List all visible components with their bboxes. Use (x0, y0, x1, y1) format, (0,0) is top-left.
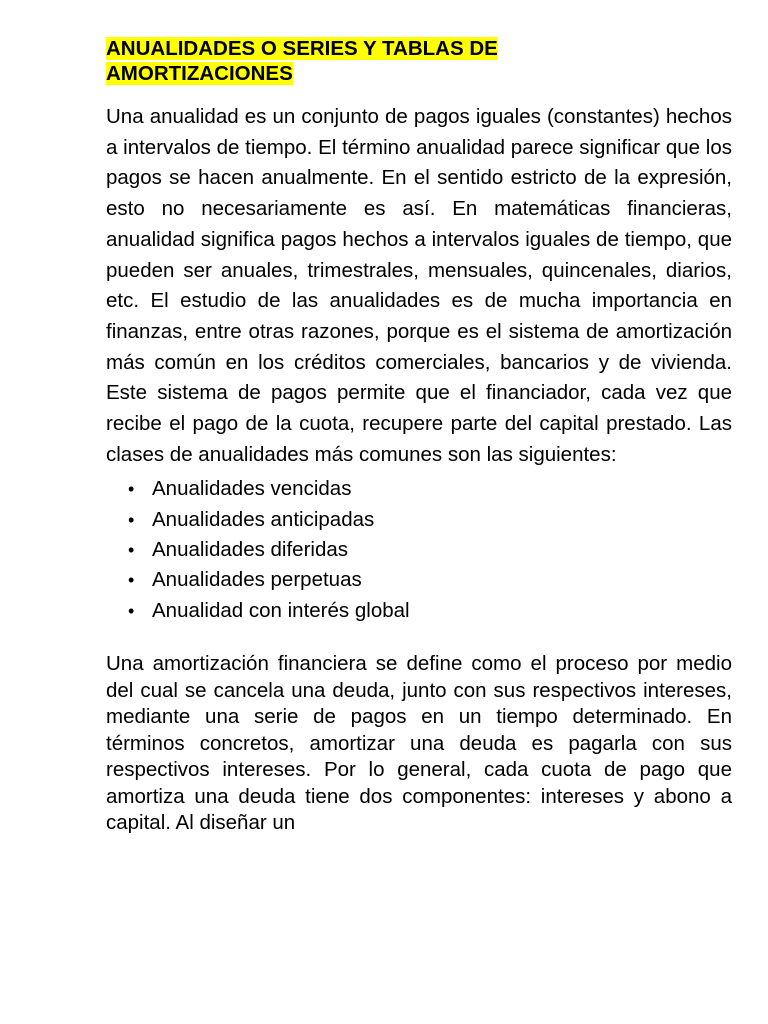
bullet-icon: • (128, 509, 135, 530)
list-item (106, 535, 732, 565)
bullet-icon: • (128, 600, 135, 621)
list-item-label: Anualidades perpetuas (152, 568, 362, 592)
document-body (106, 36, 732, 837)
anualidades-list (106, 474, 732, 625)
document-title (106, 36, 732, 86)
list-item (106, 565, 732, 595)
paragraph-amortizacion: Una amortización financiera se define como el proceso por medio del cual se cancela una deuda, junto con sus respectivos intereses, mediante una serie de pagos en un tiempo determinado. En términos concretos, amortizar una deuda es pagarla con sus respectivos intereses. Por lo general, cada cuota de pago que amortiza una deuda tiene dos componentes: intereses y abono a capital. Al diseñar un (106, 651, 732, 835)
list-item-label: Anualidades vencidas (152, 477, 352, 501)
bullet-icon: • (128, 570, 135, 591)
title-line-1: ANUALIDADES O SERIES Y TABLAS DE (106, 37, 498, 60)
list-item-label: Anualidad con interés global (152, 598, 410, 622)
list-item (106, 596, 732, 626)
list-item (106, 505, 732, 535)
title-line-2: AMORTIZACIONES (106, 62, 293, 85)
list-item-label: Anualidades anticipadas (152, 507, 375, 531)
bullet-icon: • (128, 540, 135, 561)
list-item (106, 474, 732, 504)
bullet-icon: • (128, 479, 135, 500)
list-item-label: Anualidades diferidas (152, 538, 349, 562)
paragraph-anualidad: Una anualidad es un conjunto de pagos iguales (constantes) hechos a intervalos de tiempo. El término anualidad parece significar que los pagos se hacen anualmente. En el sentido estricto de la expresión, esto no necesariamente es así. En matemáticas financieras, anualidad significa pagos hechos a intervalos iguales de tiempo, que pueden ser anuales, trimestrales, mensuales, quincenales, diarios, etc. El estudio de las anualidades es de mucha importancia en finanzas, entre otras razones, porque es el sistema de amortización más común en los créditos comerciales, bancarios y de vivienda. Este sistema de pagos permite que el financiador, cada vez que recibe el pago de la cuota, recupere parte del capital prestado. Las clases de anualidades más comunes son las siguientes: (106, 105, 732, 466)
